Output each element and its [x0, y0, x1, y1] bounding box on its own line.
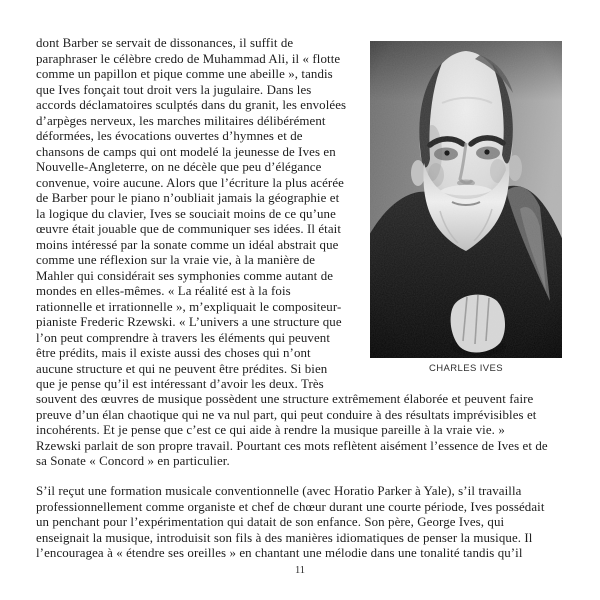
text-line: chansons de camps qui ont modelé la jeunesse de Ives en — [36, 144, 336, 159]
text-line: un penchant pour l’expérimentation qui datait de son enfance. Son père, George Ives, qui — [36, 515, 505, 529]
text-line: œuvre était jouable que de communiquer ses idées. Il était — [36, 222, 342, 236]
text-line: Mahler qui considérait ses symphonies comme autant de — [36, 268, 334, 283]
text-line: l’encouragea à « étendre ses oreilles » en chantant une mélodie dans une tonalité tandis qu’il — [36, 546, 523, 560]
text-line: aucune structure et qui ne peuvent être prédites. Si bien — [36, 361, 328, 376]
text-line: que je pense qu’il est intéressant d’avoir les deux. Très — [36, 377, 324, 391]
text-line: être prédits, mais il existe aussi des choses qui n’ont — [36, 346, 311, 360]
text-line: enseignait la musique, introduisit son fils à des manières idiomatiques de penser la musique. Il — [36, 530, 533, 545]
text-line: sa Sonate « Concord » en particulier. — [36, 454, 230, 468]
text-line: pianiste Frederic Rzewski. « L’univers a une structure que — [36, 315, 342, 329]
text-line: souvent des œuvres de musique possèdent une structure extrêmement élaborée et peuvent faire — [36, 392, 534, 406]
text-line: preuve d’un élan chaotique qui ne va nul part, qui peut conduire à des résultats imprévisibles et — [36, 407, 537, 422]
text-line: Nouvelle-Angleterre, on ne décèle que peu d’élégance — [36, 160, 322, 174]
body-text-column — [36, 36, 370, 393]
text-line: rationnelle et irrationnelle », m’expliquait le compositeur- — [36, 299, 342, 314]
text-line: que Ives fonçait tout droit vers la jugulaire. Dans les — [36, 82, 312, 97]
text-line: professionnellement comme organiste et chef de chœur durant une courte période, Ives possédait — [36, 499, 545, 514]
text-line: paraphraser le célèbre credo de Muhammad Ali, il « flotte — [36, 51, 341, 66]
text-line: d’arpèges nerveux, les marches militaires délibérément — [36, 113, 326, 128]
body-paragraph-2 — [36, 484, 581, 562]
text-line: Rzewski parlait de son propre travail. Pourtant ces mots reflètent aisément l’essence de Ives et de — [36, 438, 548, 453]
text-line: l’on peut comprendre à travers les éléments qui peuvent — [36, 330, 331, 345]
charles-ives-photo — [370, 41, 562, 358]
text-line: la logique du clavier, Ives se souciait moins de ce qu’une — [36, 206, 336, 221]
text-line: convenue, voire aucune. Alors que l’écriture la plus acérée — [36, 175, 344, 190]
text-line: moins intéressé par la sonate comme un idéal abstrait que — [36, 237, 339, 252]
photo-caption: CHARLES IVES — [429, 363, 503, 374]
text-line: mondes en elles-mêmes. « La réalité est à la fois — [36, 284, 291, 298]
text-line: accords déclamatoires sculptés dans du granit, les envolées — [36, 98, 347, 112]
text-line: comme une réflexion sur la vraie vie, à la manière de — [36, 253, 316, 267]
charles-ives-figure — [370, 41, 562, 375]
text-line: dont Barber se servait de dissonances, il suffit de — [36, 36, 294, 50]
body-text-full-width — [36, 392, 581, 470]
text-line: déformées, les évocations ouvertes d’hymnes et de — [36, 129, 303, 143]
page-number: 11 — [294, 565, 306, 576]
text-line: incohérents. Et je pense que c’est ce qui aide à rendre la musique pareille à la vraie vie. » — [36, 423, 505, 437]
text-line: de Barber pour le piano n’oubliait jamais la géographie et — [36, 191, 340, 205]
text-line: comme un papillon et pique comme une abeille », tandis — [36, 67, 333, 81]
text-line: S’il reçut une formation musicale conventionnelle (avec Horatio Parker à Yale), s’il travailla — [36, 484, 522, 498]
